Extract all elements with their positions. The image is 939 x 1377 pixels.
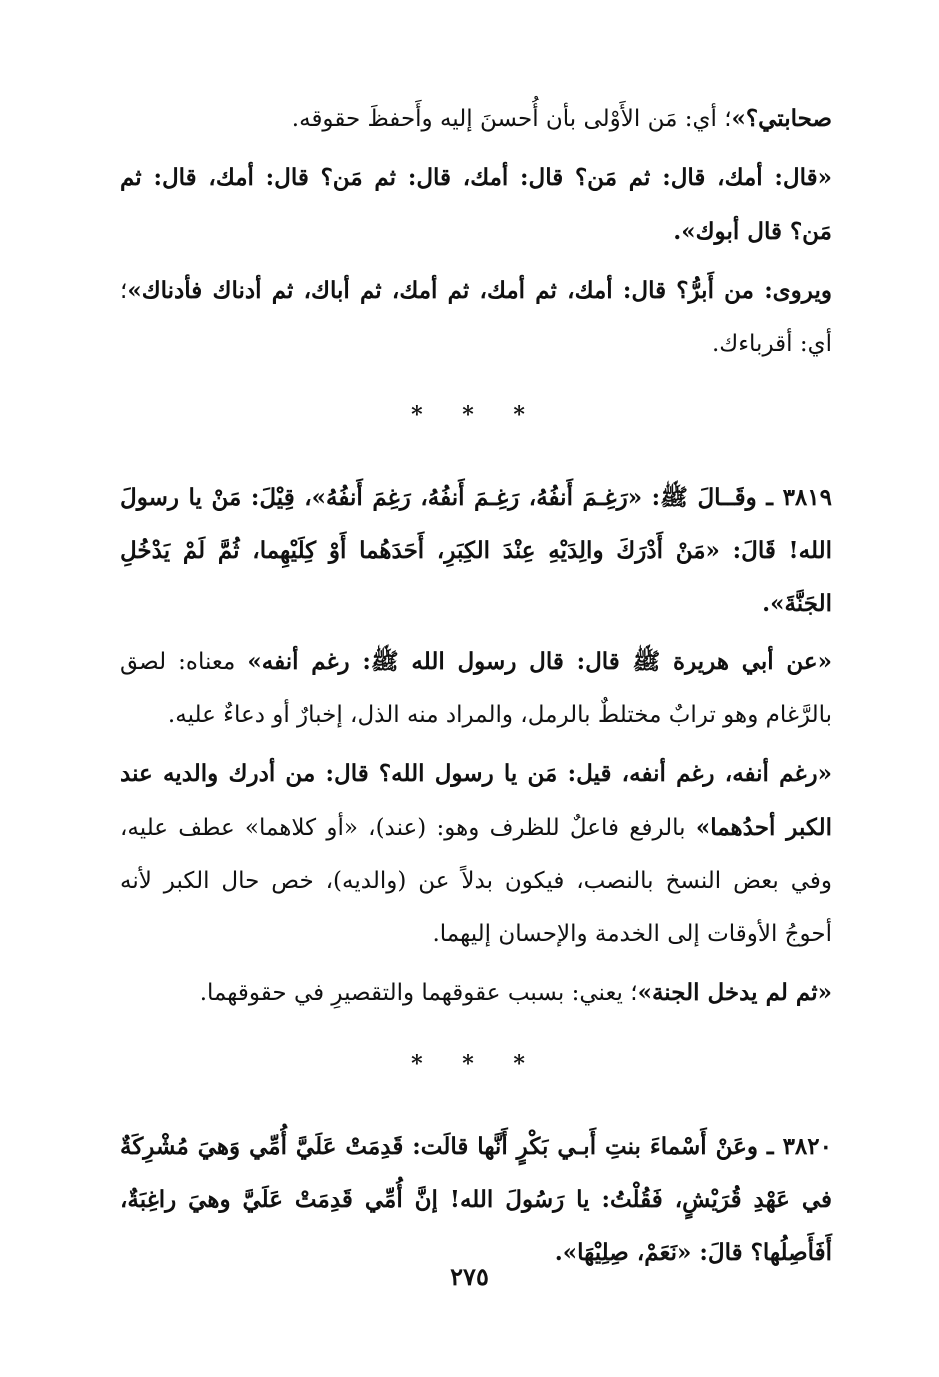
quoted-phrase: «قال: أمك، قال: ثم مَن؟ قال: أمك، قال: ثم مَن؟ قال: أمك، قال: ثم مَن؟ قال أبوك». xyxy=(120,164,832,245)
commentary-paragraph xyxy=(120,635,832,742)
hadith-3820: ٣٨٢٠ ـ وعَنْ أَسْماءَ بنتِ أَبـي بَكْرٍ أَنَّها قالَت: قَدِمَتْ عَلَيَّ أُمِّي وَهيَ مُشْرِكَةٌ في عَهْدِ قُرَيْشٍ، فَقُلْتُ: يا رَسُولَ الله! إنَّ أُمِّي قَدِمَتْ عَلَيَّ وهيَ راغِبَةٌ، أَفَأَصِلُها؟ قالَ: «نَعَمْ، صِلِيْهَا». xyxy=(120,1133,832,1266)
quoted-phrase: «عن أبي هريرة ﷺ قال: قال رسول الله ﷺ: رغم أنفه» xyxy=(247,648,833,675)
explanation-text: بالرفع فاعلٌ للظرف وهو: (عند)، «أو كلاهما» عطف عليه، وفي بعض النسخ بالنصب، فيكون بدلاً عن (والديه)، خص حال الكبر لأنه أحوجُ الأوقات إلى الخدمة والإحسان إليهما. xyxy=(120,815,832,947)
quoted-phrase: صحابتي؟» xyxy=(731,105,832,132)
quoted-phrase: «رغم أنفه، رغم أنفه، قيل: مَن يا رسول الله؟ قال: من أدرك والديه عند الكبر أحدُهما» xyxy=(120,760,833,841)
explanation-text: معناه: لصق بالرَّغام وهو ترابٌ مختلطٌ بالرمل، والمراد منه الذل، إخبارٌ أو دعاءٌ عليه. xyxy=(120,649,832,728)
paragraph xyxy=(120,151,832,259)
hadith-3819: ٣٨١٩ ـ وقَــالَ ﷺ: «رَغِـمَ أَنفُهُ، رَغِـمَ أَنفُهُ، رَغِمَ أَنفُهُ»، قِيْلَ: مَنْ يا رسولَ الله! قَالَ: «مَنْ أَدْرَكَ والِدَيْهِ عِنْدَ الكِبَرِ، أَحَدَهُما أَوْ كِلَيْهِما، ثُمَّ لَمْ يَدْخُلِ الجَنَّةَ». xyxy=(120,484,832,617)
explanation-text: ؛ أي: مَن الأَوْلى بأن أُحسنَ إليه وأَحفظَ حقوقه. xyxy=(291,106,732,132)
quoted-phrase: «ثم لم يدخل الجنة» xyxy=(637,979,832,1006)
section-separator: * * * xyxy=(411,402,541,428)
paragraph xyxy=(120,264,832,371)
commentary-paragraph xyxy=(120,966,832,1020)
page-body xyxy=(120,92,832,1284)
explanation-text: ؛ أي: أقرباءك. xyxy=(120,278,832,357)
section-separator: * * * xyxy=(411,1051,541,1077)
paragraph xyxy=(120,92,832,146)
quoted-phrase: ويروى: من أَبرُّ؟ قال: أمك، ثم أمك، ثم أمك، ثم أباك، ثم أدناك فأدناك» xyxy=(127,277,832,304)
explanation-text: ؛ يعني: بسبب عقوقهما والتقصيرِ في حقوقهما. xyxy=(199,980,638,1006)
page-number: ٢٧٥ xyxy=(450,1262,489,1291)
commentary-paragraph xyxy=(120,747,832,961)
